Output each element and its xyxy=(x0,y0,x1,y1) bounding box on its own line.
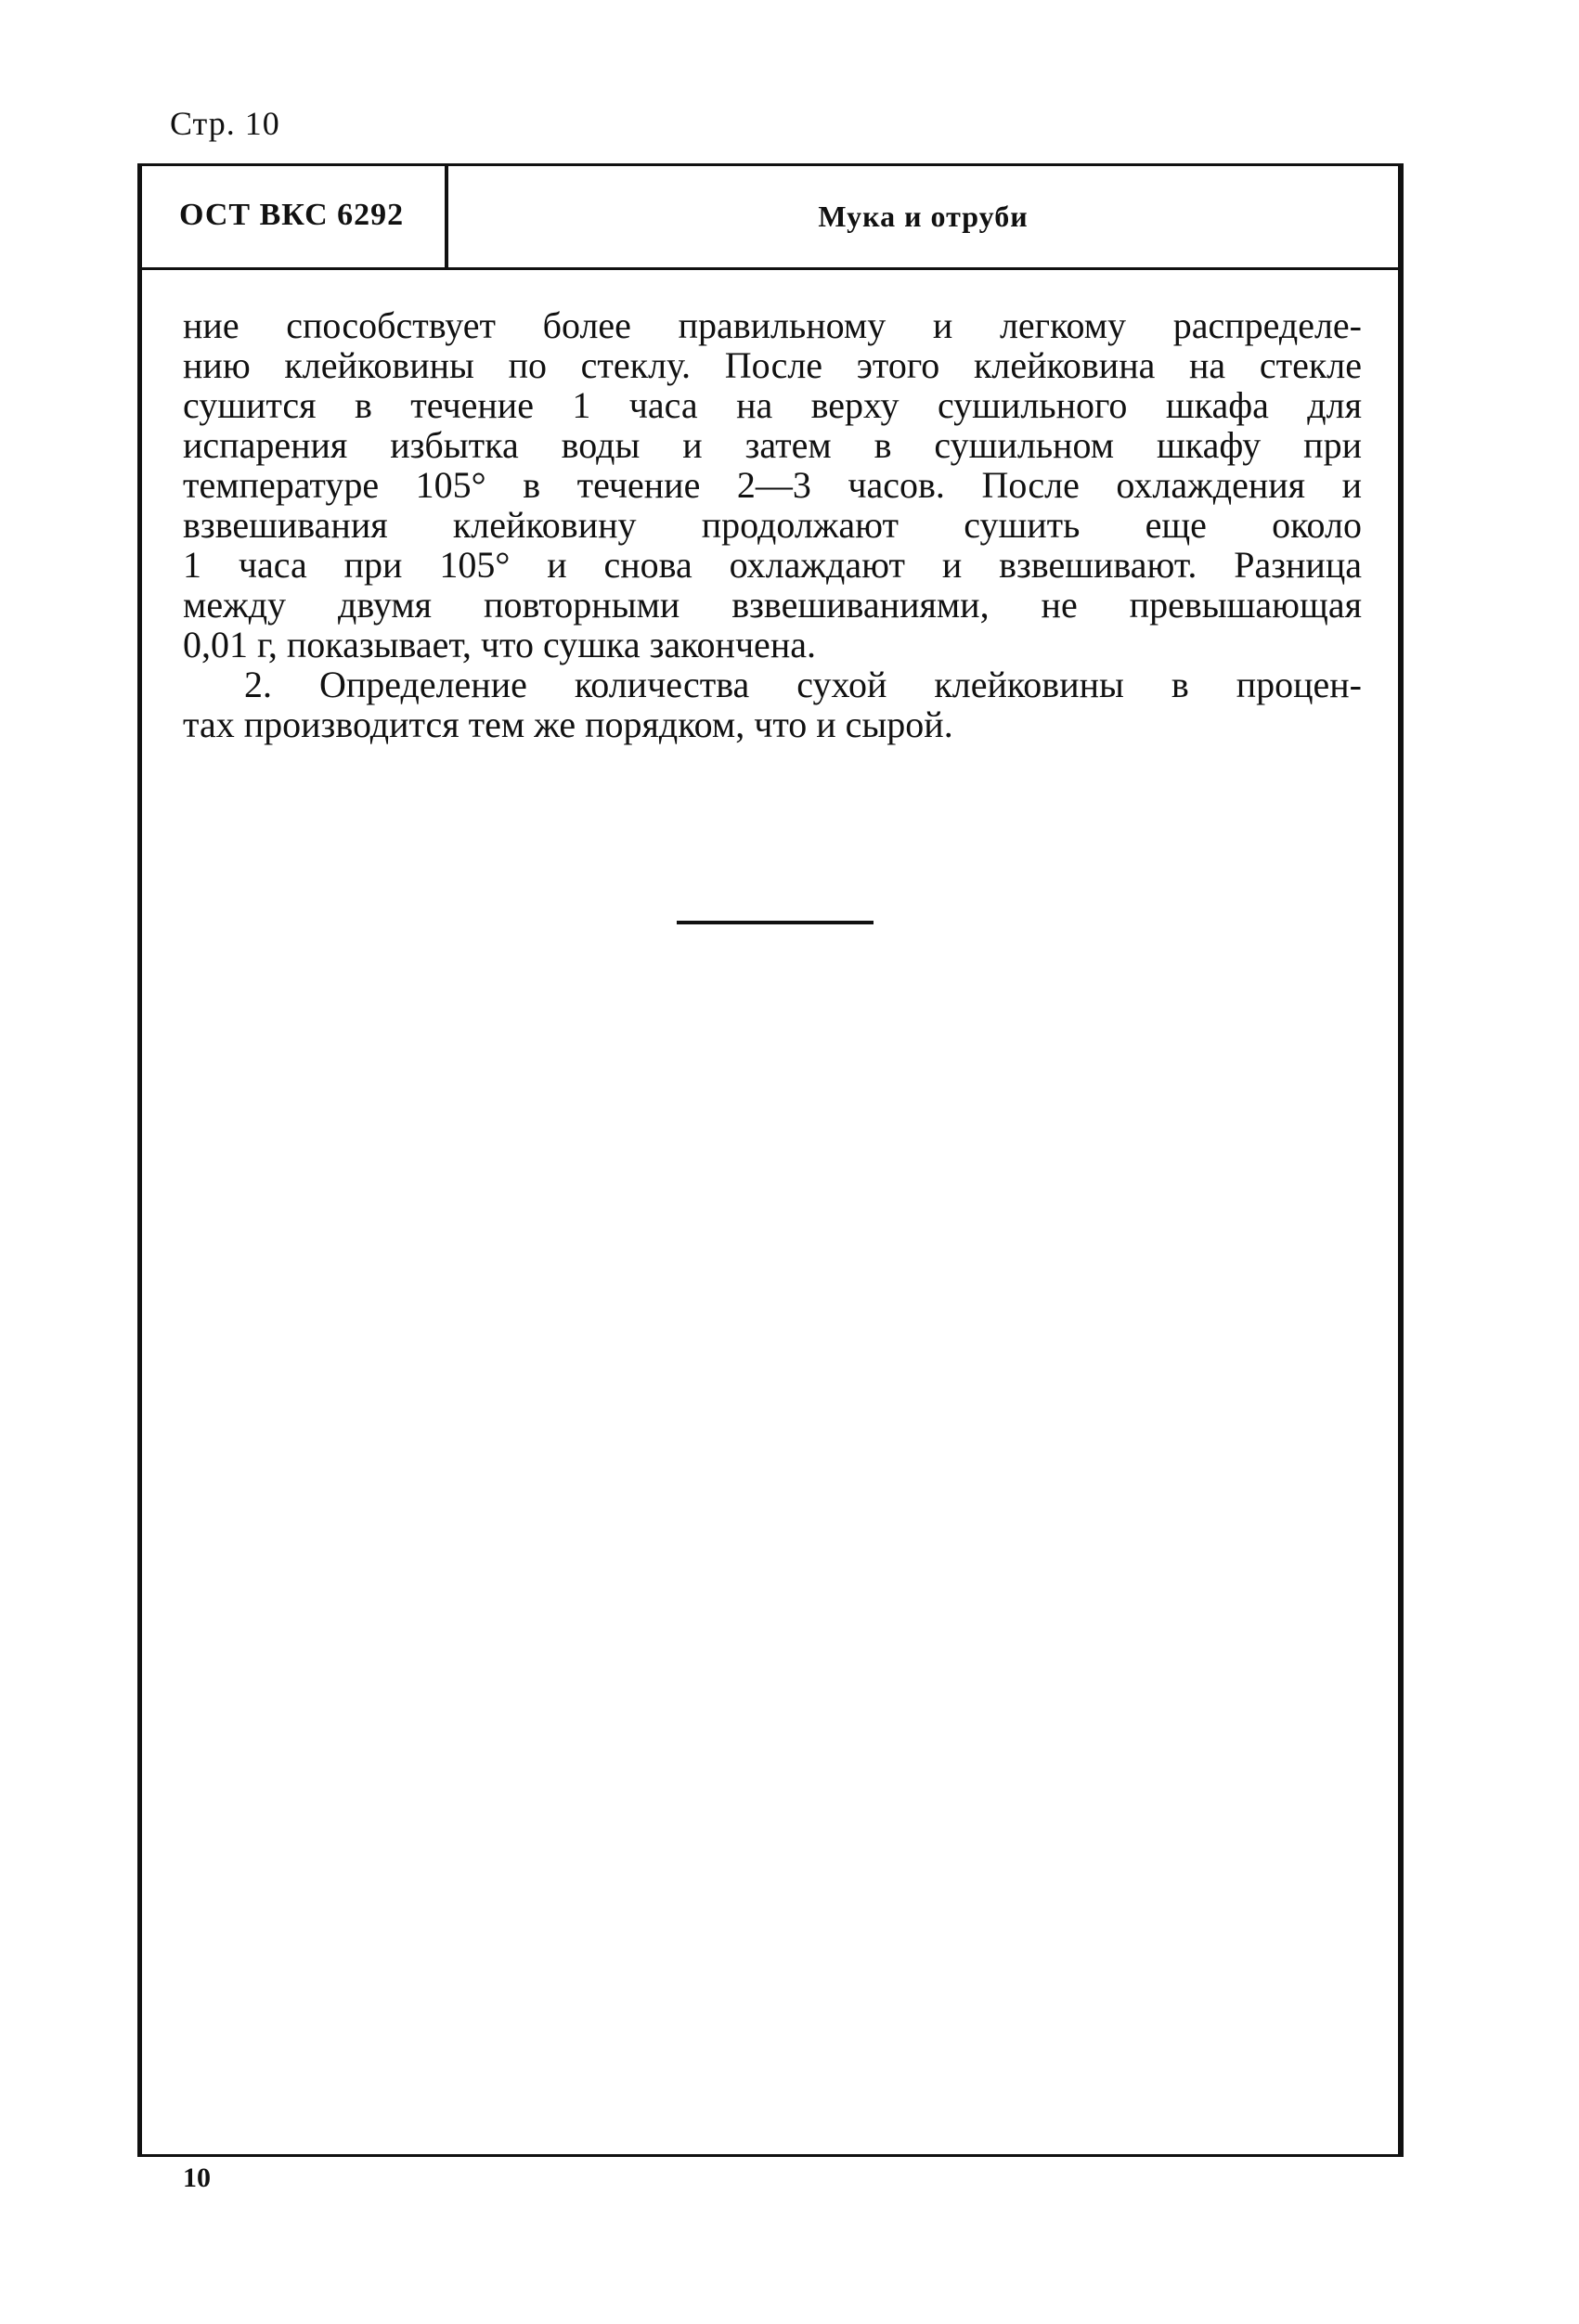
body-line: ние способствует более правильному и легкому распределе- xyxy=(183,304,1362,346)
header xyxy=(142,166,1398,270)
header-title: Мука и отруби xyxy=(818,200,1029,233)
body-line: 0,01 г, показывает, что сушка закончена. xyxy=(183,624,816,665)
standard-code: ОСТ ВКС 6292 xyxy=(179,198,405,232)
body-line-paragraph-2: 2. Определение количества сухой клейковины в процен- xyxy=(244,664,1362,705)
end-separator-line xyxy=(677,921,874,924)
page-label: Стр. 10 xyxy=(170,105,280,142)
body-line: между двумя повторными взвешиваниями, не превышающая xyxy=(183,584,1362,626)
document-frame xyxy=(137,163,1404,2157)
body-line: 1 часа при 105° и снова охлаждают и взвешивают. Разница xyxy=(183,544,1362,586)
body-line: испарения избытка воды и затем в сушильном шкафу при xyxy=(183,424,1362,466)
body-line: нию клейковины по стеклу. После этого клейковина на стекле xyxy=(183,344,1362,386)
body-line: температуре 105° в течение 2—3 часов. После охлаждения и xyxy=(183,464,1362,506)
body-line: тах производится тем же порядком, что и сырой. xyxy=(183,704,953,745)
body-line: сушится в течение 1 часа на верху сушильного шкафа для xyxy=(183,384,1362,426)
footer-page-number: 10 xyxy=(183,2163,211,2193)
body-text xyxy=(183,305,1362,744)
body-line: взвешивания клейковину продолжают сушить еще около xyxy=(183,504,1362,546)
